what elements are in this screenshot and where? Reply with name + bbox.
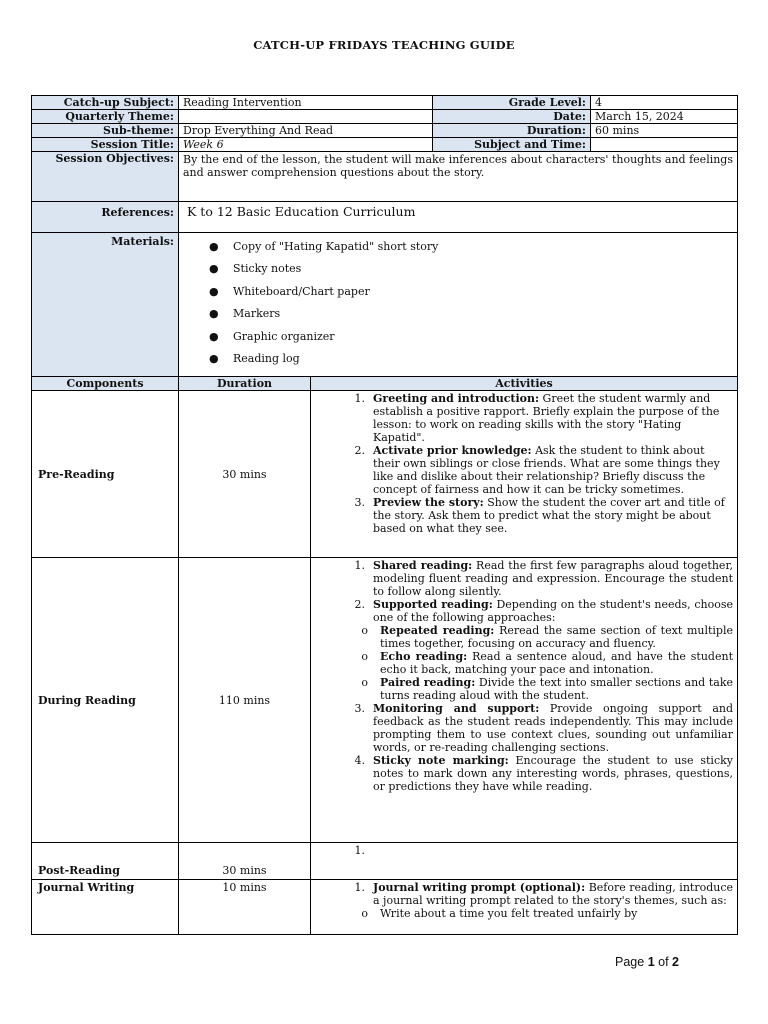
theme-value xyxy=(179,110,433,124)
list-item: ● Graphic organizer xyxy=(209,329,335,343)
date-value: March 15, 2024 xyxy=(591,110,738,124)
list-item: 4. Sticky note marking: Encourage the student to use sticky notes to mark down any interesting words, phrases, questions, or predictions they have while reading. xyxy=(354,754,733,793)
bullet-icon: ● xyxy=(209,351,219,365)
list-item: ● Reading log xyxy=(209,351,300,365)
page-number: Page 1 of 2 xyxy=(615,955,679,969)
duration-label: Duration: xyxy=(433,124,591,138)
post-reading-label: Post-Reading xyxy=(32,843,179,880)
post-reading-duration: 30 mins xyxy=(179,843,311,880)
list-item: ● Sticky notes xyxy=(209,262,302,276)
circle-bullet-icon: o xyxy=(361,650,368,663)
bullet-icon: ● xyxy=(209,284,219,298)
table-row xyxy=(32,880,738,935)
circle-bullet-icon: o xyxy=(361,624,368,637)
table-row xyxy=(32,391,738,558)
session-title-value: Week 6 xyxy=(179,138,433,152)
session-info-table xyxy=(31,95,738,381)
components-table xyxy=(31,376,738,935)
bullet-icon: ● xyxy=(209,262,219,276)
materials-list xyxy=(183,240,733,374)
list-item: o Echo reading: Read a sentence aloud, and have the student echo it back, matching your pace and intonation. xyxy=(323,650,733,676)
journal-writing-activities xyxy=(311,880,738,935)
pre-reading-label: Pre-Reading xyxy=(32,391,179,558)
list-item: 1. xyxy=(354,844,365,857)
list-item: ● Markers xyxy=(209,307,281,321)
table-row xyxy=(32,558,738,843)
activities-header: Activities xyxy=(311,377,738,391)
pre-reading-activities xyxy=(311,391,738,558)
theme-label: Quarterly Theme: xyxy=(32,110,179,124)
list-item: ● Whiteboard/Chart paper xyxy=(209,284,370,298)
list-item: o Paired reading: Divide the text into smaller sections and take turns reading aloud with the student. xyxy=(323,676,733,702)
materials-cell xyxy=(179,233,738,381)
pre-reading-duration: 30 mins xyxy=(179,391,311,558)
list-item: 2. Supported reading: Depending on the student's needs, choose one of the following approaches: o Repeated reading: Reread the same section of text multiple times together, focusing on accuracy and fluency. o Echo reading: Read a sentence aloud, and have the student echo it back, matching your pace and intonation. o Paired reading: Divide the text into smaller sections and take turns reading aloud with the student. xyxy=(315,598,733,702)
table-row xyxy=(32,843,738,880)
circle-bullet-icon: o xyxy=(361,676,368,689)
objectives-value: By the end of the lesson, the student will make inferences about characters' thoughts and feelings and answer comprehension questions about the story. xyxy=(179,152,738,202)
list-item: o Write about a time you felt treated unfairly by xyxy=(323,907,733,920)
bullet-icon: ● xyxy=(209,307,219,321)
journal-writing-duration: 10 mins xyxy=(179,880,311,935)
grade-label: Grade Level: xyxy=(433,96,591,110)
circle-bullet-icon: o xyxy=(361,907,368,920)
subject-label: Catch-up Subject: xyxy=(32,96,179,110)
post-reading-activities xyxy=(311,843,738,880)
grade-value: 4 xyxy=(591,96,738,110)
bullet-icon: ● xyxy=(209,329,219,343)
subject-value: Reading Intervention xyxy=(179,96,433,110)
duration-header: Duration xyxy=(179,377,311,391)
references-value: K to 12 Basic Education Curriculum xyxy=(179,202,738,233)
list-item: 1. Shared reading: Read the first few paragraphs aloud together, modeling fluent reading and expression. Encourage the student to follow along silently. xyxy=(354,559,733,598)
list-item: 1. Journal writing prompt (optional): Before reading, introduce a journal writing prompt related to the story's themes, such as: o Write about a time you felt treated unfairly by xyxy=(315,881,733,920)
duration-value: 60 mins xyxy=(591,124,738,138)
list-item: 2. Activate prior knowledge: Ask the student to think about their own siblings or close friends. What are some things they like and dislike about their relationship? Briefly discuss the concept of fairness and how it can be tricky sometimes. xyxy=(354,444,720,496)
journal-writing-label: Journal Writing xyxy=(32,880,179,935)
document-title: CATCH-UP FRIDAYS TEACHING GUIDE xyxy=(253,38,515,52)
list-item: 1. Greeting and introduction: Greet the student warmly and establish a positive rapport. Briefly explain the purpose of the lesson: to work on reading skills with the story "Hating Kapatid". xyxy=(354,392,720,444)
during-reading-activities xyxy=(311,558,738,843)
list-item: 3. Monitoring and support: Provide ongoing support and feedback as the student reads independently. This may include prompting them to use context clues, sounding out unfamiliar words, or re-reading challenging sections. xyxy=(354,702,734,754)
list-item: 3. Preview the story: Show the student the cover art and title of the story. Ask them to predict what the story might be about based on what they see. xyxy=(354,496,725,535)
list-item: o Repeated reading: Reread the same section of text multiple times together, focusing on accuracy and fluency. xyxy=(323,624,733,650)
subtheme-value: Drop Everything And Read xyxy=(179,124,433,138)
date-label: Date: xyxy=(433,110,591,124)
subtheme-label: Sub-theme: xyxy=(32,124,179,138)
components-header: Components xyxy=(32,377,179,391)
references-label: References: xyxy=(32,202,179,233)
subject-time-value xyxy=(591,138,738,152)
during-reading-label: During Reading xyxy=(32,558,179,843)
session-title-label: Session Title: xyxy=(32,138,179,152)
objectives-label: Session Objectives: xyxy=(32,152,179,202)
list-item: ● Copy of "Hating Kapatid" short story xyxy=(209,240,439,253)
during-reading-duration: 110 mins xyxy=(179,558,311,843)
materials-label: Materials: xyxy=(32,233,179,381)
subject-time-label: Subject and Time: xyxy=(433,138,591,152)
bullet-icon: ● xyxy=(209,240,219,253)
